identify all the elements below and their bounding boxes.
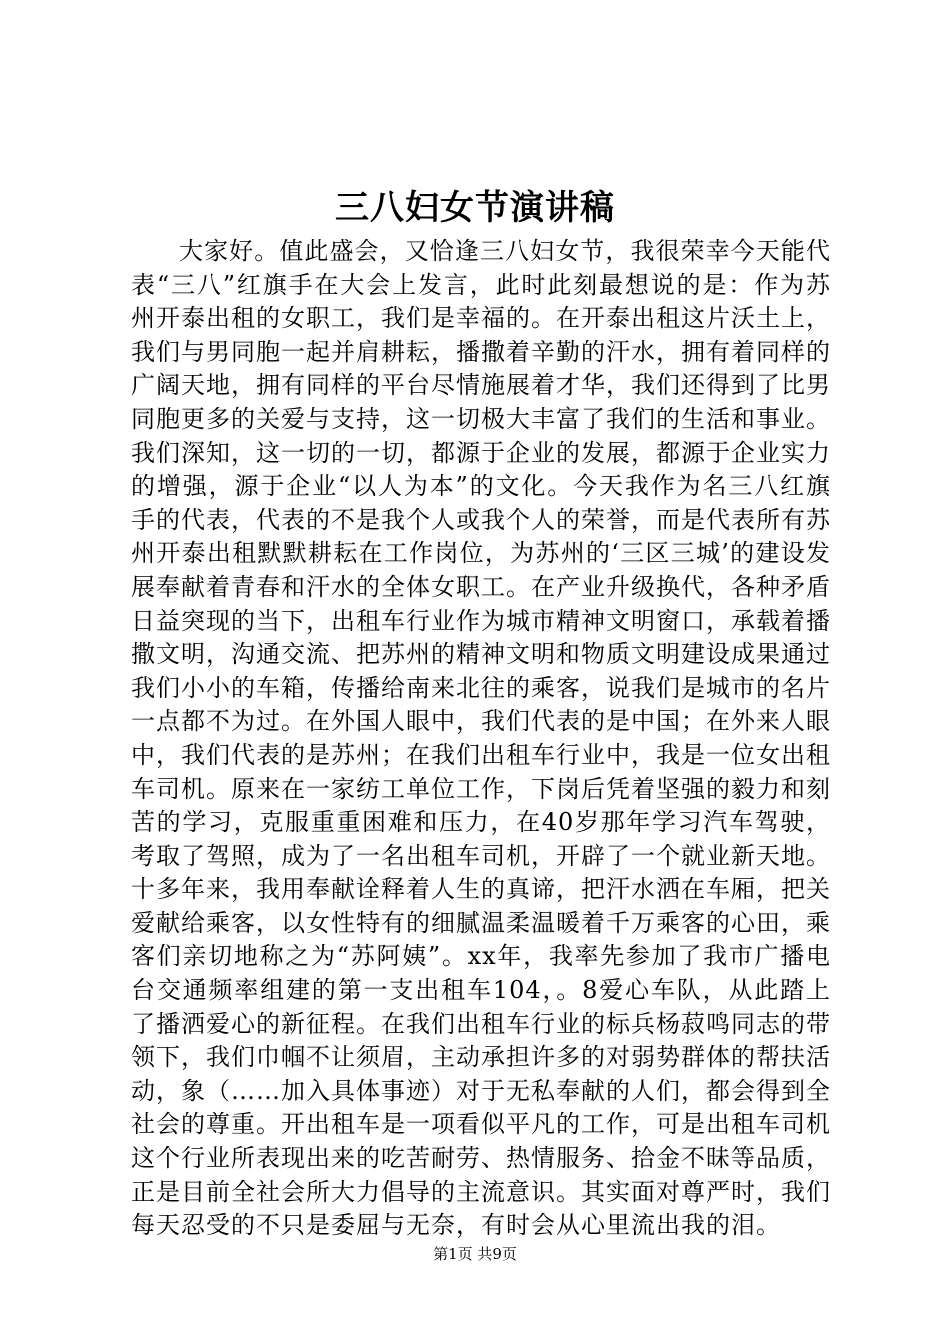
page-number-footer: 第1页 共9页 [433, 1245, 517, 1263]
body-paragraph: 大家好。值此盛会，又恰逢三八妇女节，我很荣幸今天能代表“三八”红旗手在大会上发言，此时此刻最想说的是：作为苏州开泰出租的女职工，我们是幸福的。在开泰出租这片沃土上，我们与男同胞一起并肩耕耘，播撒着辛勤的汗水，拥有着同样的广阔天地，拥有同样的平台尽情施展着才华，我们还得到了比男同胞更多的关爱与支持，这一切极大丰富了我们的生活和事业。我们深知，这一切的一切，都源于企业的发展，都源于企业实力的增强，源于企业“以人为本”的文化。今天我作为名三八红旗手的代表，代表的不是我个人或我个人的荣誉，而是代表所有苏州开泰出租默默耕耘在工作岗位，为苏州的‘三区三城’的建设发展奉献着青春和汗水的全体女职工。在产业升级换代，各种矛盾日益突现的当下，出租车行业作为城市精神文明窗口，承载着播撒文明，沟通交流、把苏州的精神文明和物质文明建设成果通过我们小小的车箱，传播给南来北往的乘客，说我们是城市的名片一点都不为过。在外国人眼中，我们代表的是中国；在外来人眼中，我们代表的是苏州；在我们出租车行业中，我是一位女出租车司机。原来在一家纺工单位工作，下岗后凭着坚强的毅力和刻苦的学习，克服重重困难和压力，在40岁那年学习汽车驾驶，考取了驾照，成为了一名出租车司机，开辟了一个就业新天地。十多年来，我用奉献诠释着人生的真谛，把汗水洒在车厢，把关爱献给乘客，以女性特有的细腻温柔温暖着千万乘客的心田，乘客们亲切地称之为“苏阿姨”。xx年，我率先参加了我市广播电台交通频率组建的第一支出租车104，。8爱心车队，从此踏上了播洒爱心的新征程。在我们出租车行业的标兵杨菽鸣同志的带领下，我们巾帼不让须眉，主动承担许多的对弱势群体的帮扶活动，象（……加入具体事迹）对于无私奉献的人们，都会得到全社会的尊重。开出租车是一项看似平凡的工作，可是出租车司机这个行业所表现出来的吃苦耐劳、热情服务、拾金不昧等品质，正是目前全社会所大力倡导的主流意识。其实面对尊严时，我们每天忍受的不只是委屈与无奈，有时会从心里流出我的泪。 [131, 237, 831, 1240]
document-title: 三八妇女节演讲稿 [335, 188, 615, 228]
